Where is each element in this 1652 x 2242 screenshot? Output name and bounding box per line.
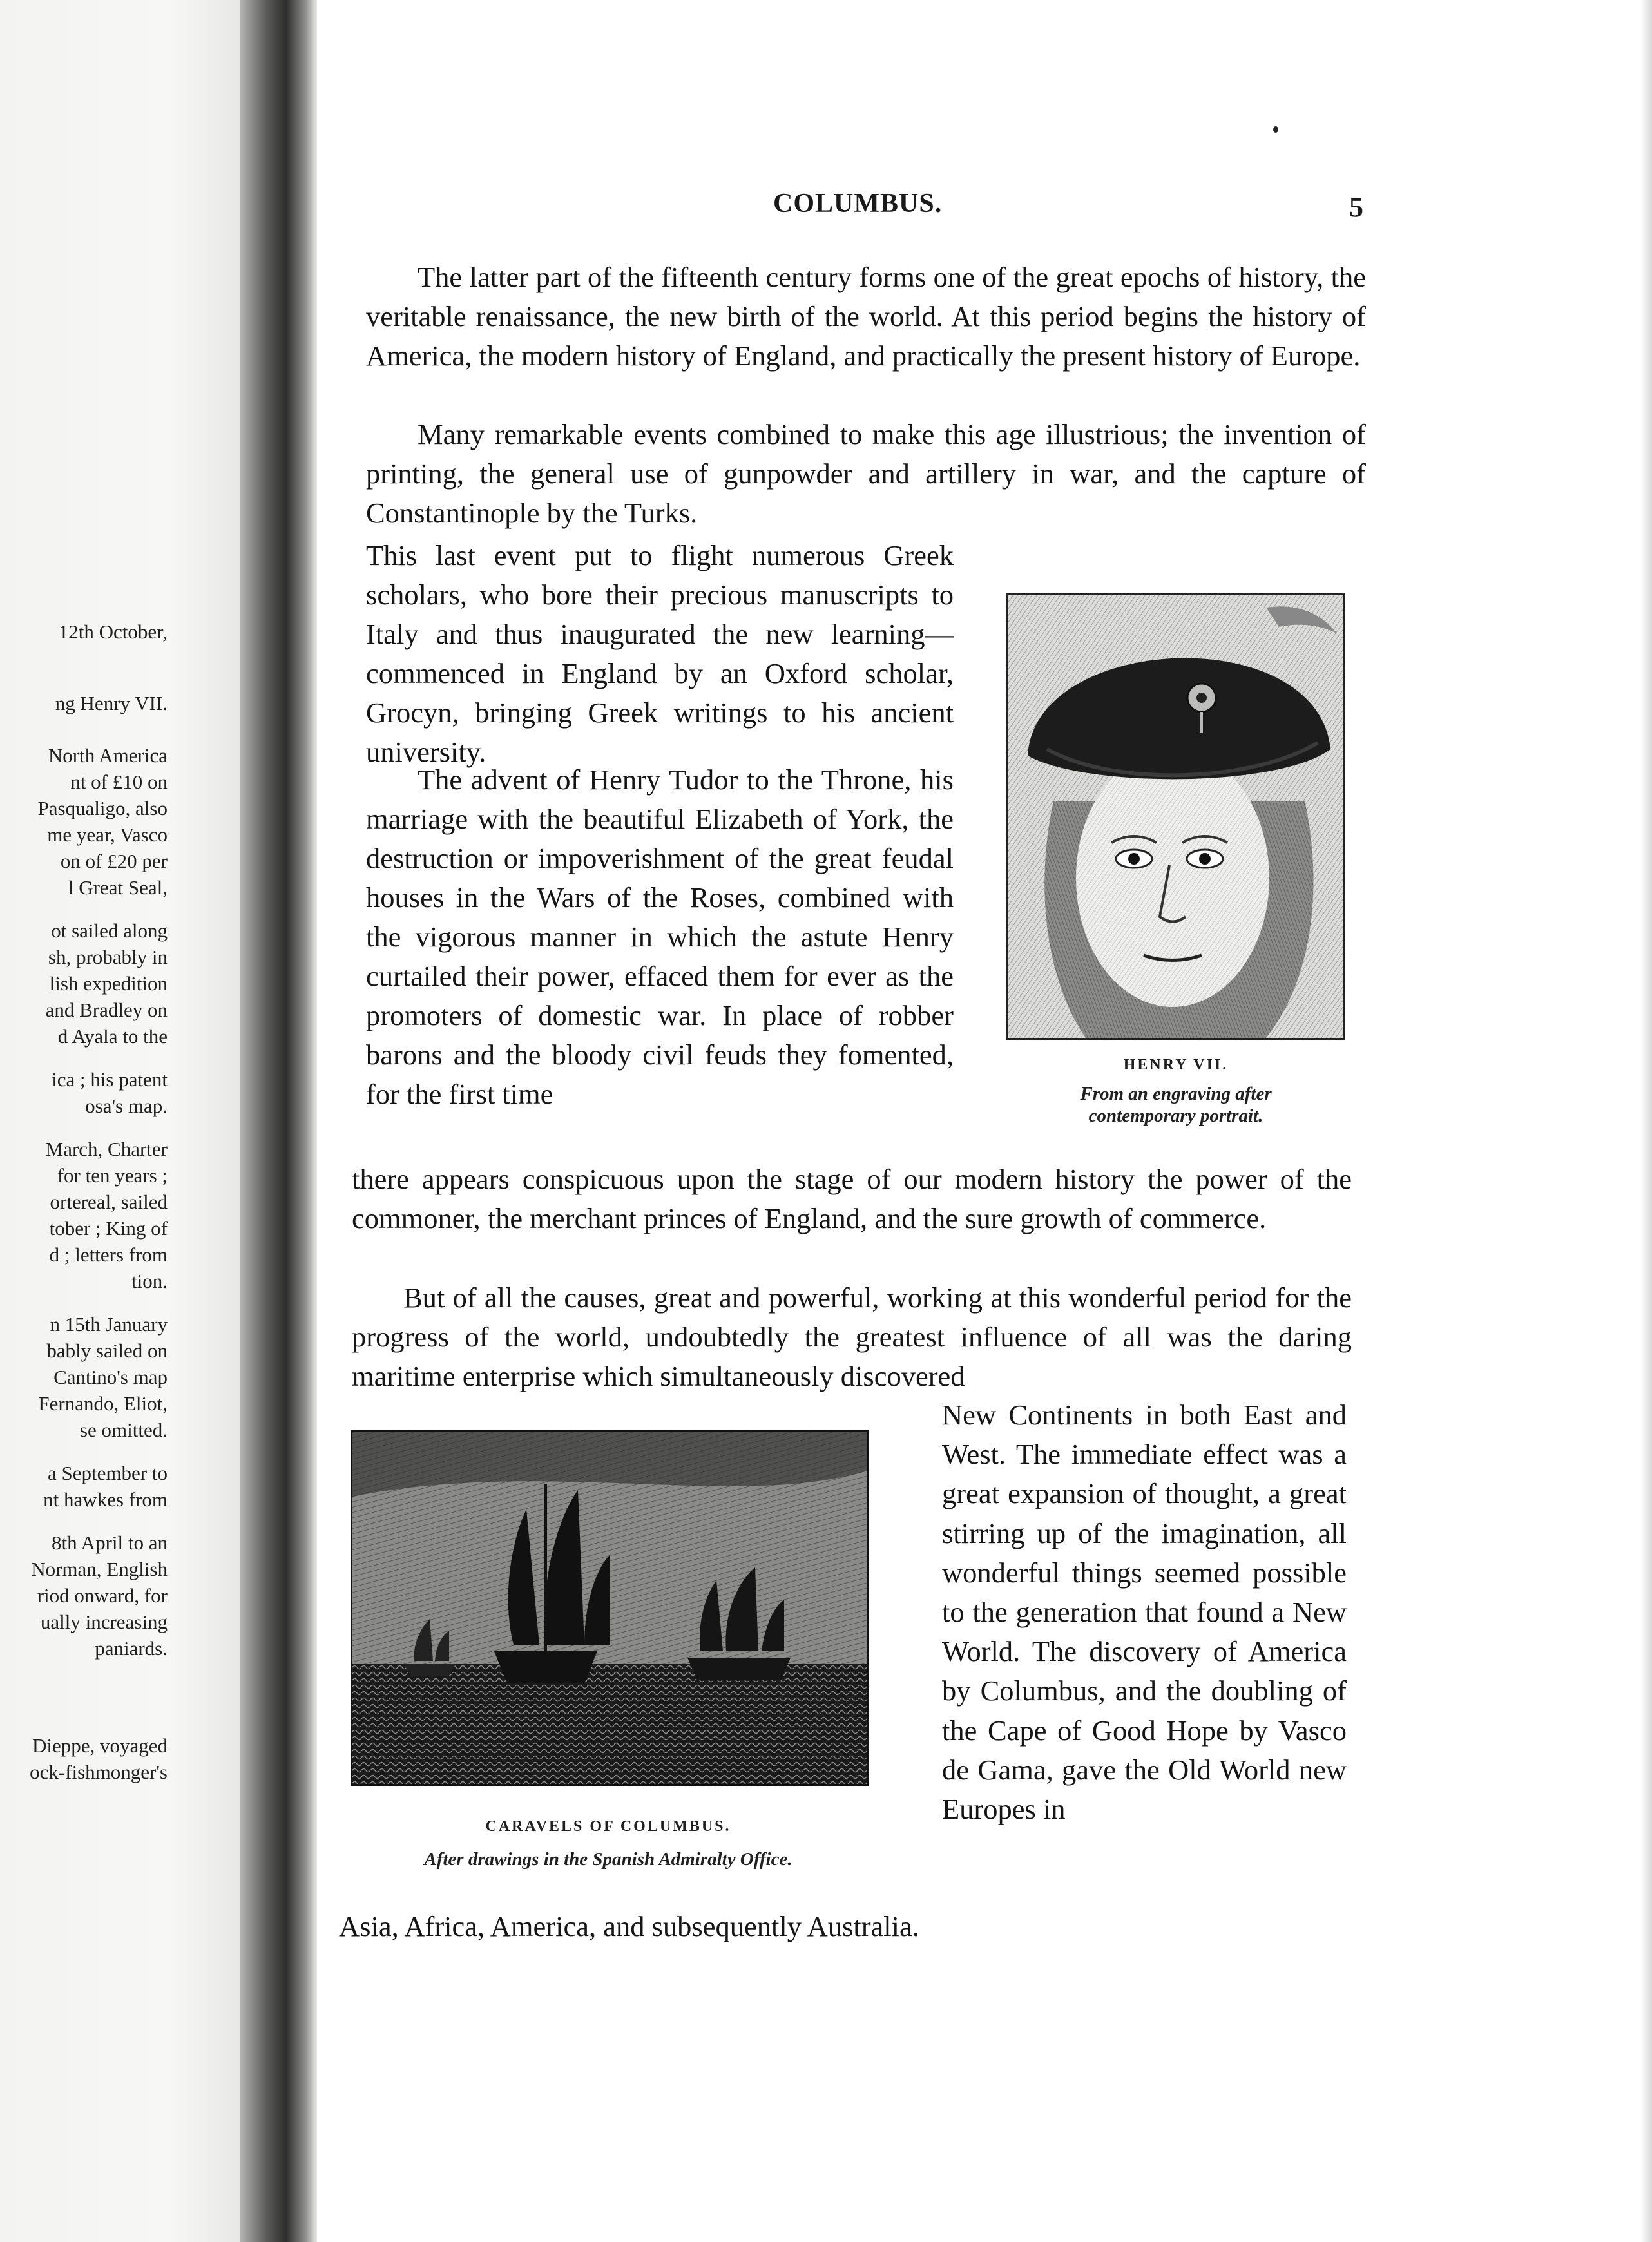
paragraph-5: there appears conspicuous upon the stage of our modern history the power of the commoner, the merchant princes of England, and the sure growth of commerce. (352, 1163, 1352, 1234)
left-fragment: 12th October, (58, 620, 168, 643)
paragraph-7: New Continents in both East and West. The immediate effect was a great expansion of thought, a great stirring up of the imagination, all wonderful things seemed possible to the generation that found a New World. The discovery of America by Columbus, and the doubling of the Cape of Good Hope by Vasco de Gama, gave the Old World new Europes in (942, 1399, 1347, 1826)
left-facing-page (0, 0, 240, 2242)
left-page-margin-notes (0, 618, 168, 1802)
henry-vii-portrait-image (1006, 593, 1345, 1040)
running-title: COLUMBUS. (773, 189, 943, 218)
caravels-image (351, 1430, 869, 1786)
left-fragment: March, Charter for ten years ; ortereal, sailed tober ; King of d ; letters from tion. (45, 1138, 168, 1292)
left-fragment: a September to nt hawkes from (43, 1462, 168, 1511)
page-edge-shadow (1640, 0, 1652, 2242)
left-fragment: n 15th January bably sailed on Cantino's map Fernando, Eliot, se omitted. (38, 1313, 168, 1441)
left-fragment: North America nt of £10 on Pasqualigo, also me year, Vasco on of £20 per l Great Seal, (37, 744, 168, 899)
left-fragment: Dieppe, voyaged ock-fishmonger's (30, 1734, 168, 1783)
paragraph-8: Asia, Africa, America, and subsequently Australia. (339, 1910, 919, 1942)
henry-vii-caption (1006, 1057, 1345, 1127)
caravels-caption (348, 1818, 869, 1870)
book-gutter (240, 0, 317, 2242)
left-fragment: ot sailed along sh, probably in lish expedition and Bradley on d Ayala to the (45, 919, 168, 1048)
paragraph-6: But of all the causes, great and powerful, working at this wonderful period for the progress of the world, undoubtedly the greatest influence of all was the daring maritime enterprise which simultaneously discovered (352, 1281, 1352, 1392)
paragraph-2: Many remarkable events combined to make this age illustrious; the invention of printing, the general use of gunpowder and artillery in war, and the capture of Constantinople by the Turks. (366, 418, 1366, 529)
left-fragment: ng Henry VII. (55, 692, 168, 714)
left-fragment: ica ; his patent osa's map. (52, 1068, 168, 1117)
paragraph-3: This last event put to flight numerous Greek scholars, who bore their precious manuscripts to Italy and thus inaugurated the new learning—commenced in England by an Oxford scholar, Grocyn, bringing Greek writings to his ancient university. (366, 539, 954, 768)
figure-caption: After drawings in the Spanish Admiralty Office. (424, 1849, 792, 1870)
figure-label: CARAVELS OF COLUMBUS. (485, 1818, 731, 1835)
page-number: 5 (1349, 191, 1363, 223)
figure-caption: From an engraving after contemporary portrait. (1080, 1084, 1272, 1126)
paragraph-1: The latter part of the fifteenth century forms one of the great epochs of history, the veritable renaissance, the new birth of the world. At this period begins the history of America, the modern history of England, and practically the present history of Europe. (366, 261, 1366, 372)
ink-speck (1273, 126, 1278, 133)
left-fragment: 8th April to an Norman, English riod onward, for ually increasing paniards. (31, 1531, 168, 1660)
paragraph-4: The advent of Henry Tudor to the Throne, his marriage with the beautiful Elizabeth of York, the destruction or impoverishment of the great feudal houses in the Wars of the Roses, combined with the vigorous manner in which the astute Henry curtailed their power, effaced them for ever as the promoters of domestic war. In place of robber barons and the bloody civil feuds they fomented, for the first time (366, 763, 954, 1110)
figure-label: HENRY VII. (1123, 1057, 1229, 1073)
